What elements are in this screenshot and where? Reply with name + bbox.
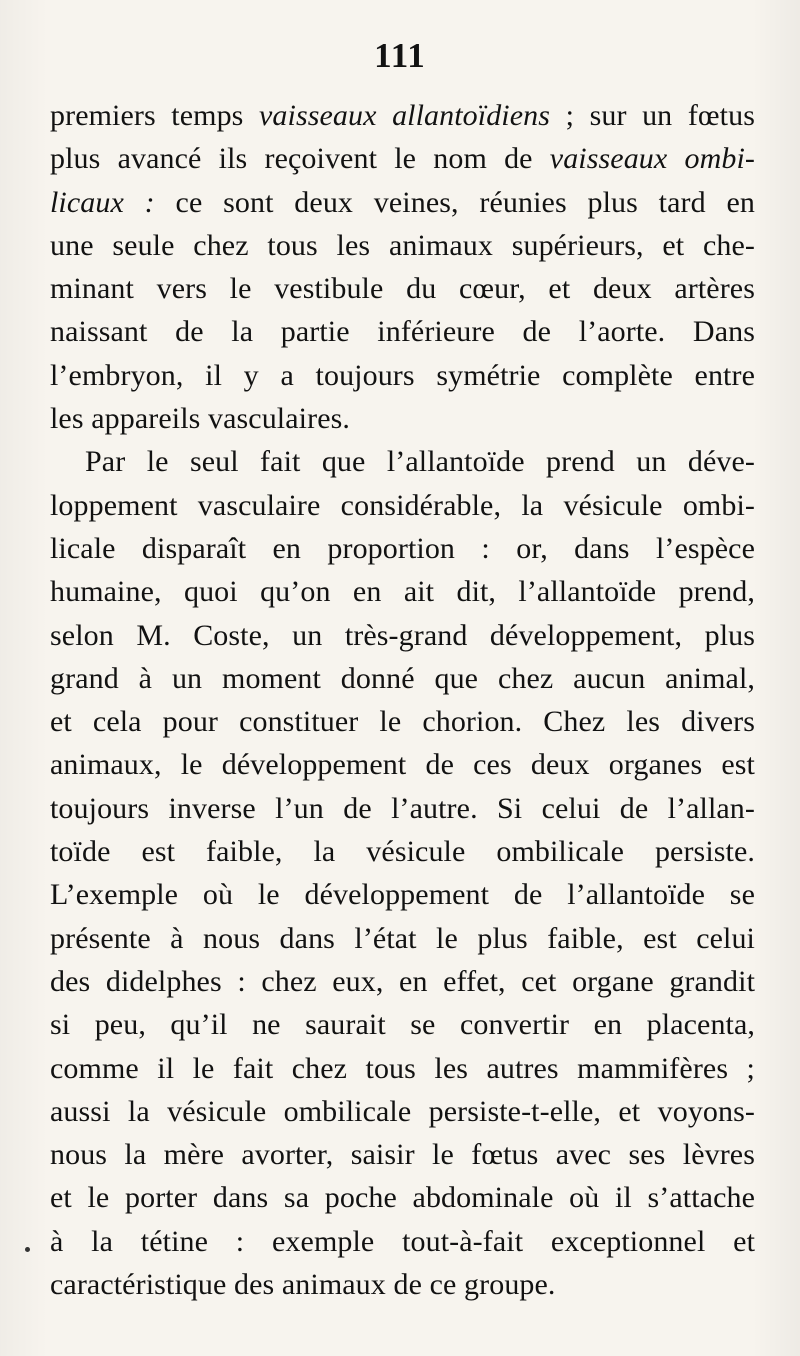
text-line	[50, 1133, 755, 1176]
text-line	[50, 1263, 755, 1306]
line-text: l’embryon, il y a toujours symétrie complète entre	[50, 358, 755, 392]
text-line	[50, 527, 755, 570]
line-text: loppement vasculaire considérable, la vésicule ombi-	[50, 488, 755, 522]
line-text: si peu, qu’il ne saurait se convertir en placenta,	[50, 1008, 755, 1042]
line-text: minant vers le vestibule du cœur, et deux artères	[50, 272, 755, 306]
text-line	[50, 94, 755, 137]
line-text: L’exemple où le développement de l’allantoïde se	[50, 878, 755, 912]
line-text: premiers temps	[50, 99, 259, 132]
text-line	[50, 137, 755, 180]
body-text	[50, 94, 755, 1306]
text-line	[50, 267, 755, 310]
line-text: comme il le fait chez tous les autres mammifères ;	[50, 1051, 755, 1085]
line-text: humaine, quoi qu’on en ait dit, l’allantoïde prend,	[50, 575, 755, 609]
text-line	[50, 484, 755, 527]
text-line	[50, 743, 755, 786]
line-text-after: ce sont deux veines, réunies plus tard en	[154, 185, 755, 219]
text-line	[50, 917, 755, 960]
line-text: présente à nous dans l’état le plus faible, est celui	[50, 921, 755, 955]
text-line	[50, 657, 755, 700]
text-line	[50, 440, 755, 483]
text-line	[50, 1003, 755, 1046]
text-line	[50, 181, 755, 224]
text-line	[50, 1176, 755, 1219]
italic-term: licaux :	[50, 185, 155, 219]
text-line	[50, 310, 755, 353]
line-text: naissant de la partie inférieure de l’aorte. Dans	[50, 315, 755, 349]
line-text: caractéristique des animaux de ce groupe.	[50, 1268, 556, 1302]
margin-mark	[25, 1247, 30, 1252]
text-line	[50, 354, 755, 397]
line-text: des didelphes : chez eux, en effet, cet organe grandit	[50, 964, 755, 998]
line-text: aussi la vésicule ombilicale persiste-t-elle, et voyons-	[50, 1094, 755, 1128]
line-text: à la tétine : exemple tout-à-fait exceptionnel et	[50, 1224, 755, 1258]
line-text: nous la mère avorter, saisir le fœtus avec ses lèvres	[50, 1138, 755, 1172]
text-line	[50, 960, 755, 1003]
text-line	[50, 570, 755, 613]
line-text: plus avancé ils reçoivent le nom de	[50, 142, 550, 176]
italic-term: vaisseaux ombi-	[549, 142, 755, 176]
text-line	[50, 397, 755, 440]
italic-term: vaisseaux allantoïdiens	[259, 99, 551, 132]
line-text: animaux, le développement de ces deux organes est	[50, 748, 755, 782]
line-text: une seule chez tous les animaux supérieurs, et che-	[50, 228, 755, 262]
text-line	[50, 700, 755, 743]
line-text: Par le seul fait que l’allantoïde prend un déve-	[85, 445, 755, 479]
line-text: les appareils vasculaires.	[50, 402, 350, 436]
line-text: selon M. Coste, un très-grand développement, plus	[50, 618, 755, 652]
line-text: et cela pour constituer le chorion. Chez les divers	[50, 705, 755, 739]
line-text: licale disparaît en proportion : or, dans l’espèce	[50, 531, 755, 565]
line-text: et le porter dans sa poche abdominale où il s’attache	[50, 1181, 755, 1215]
text-line	[50, 614, 755, 657]
line-text: toujours inverse l’un de l’autre. Si celui de l’allan-	[50, 791, 755, 825]
line-text: grand à un moment donné que chez aucun animal,	[50, 661, 755, 695]
page-number: 111	[374, 36, 426, 75]
text-line	[50, 787, 755, 830]
text-line	[50, 224, 755, 267]
text-line	[50, 1047, 755, 1090]
text-line	[50, 1090, 755, 1133]
line-text-after: ; sur un fœtus	[550, 99, 755, 132]
text-line	[50, 873, 755, 916]
text-line	[50, 1220, 755, 1263]
text-line	[50, 830, 755, 873]
line-text: toïde est faible, la vésicule ombilicale persiste.	[50, 835, 755, 869]
